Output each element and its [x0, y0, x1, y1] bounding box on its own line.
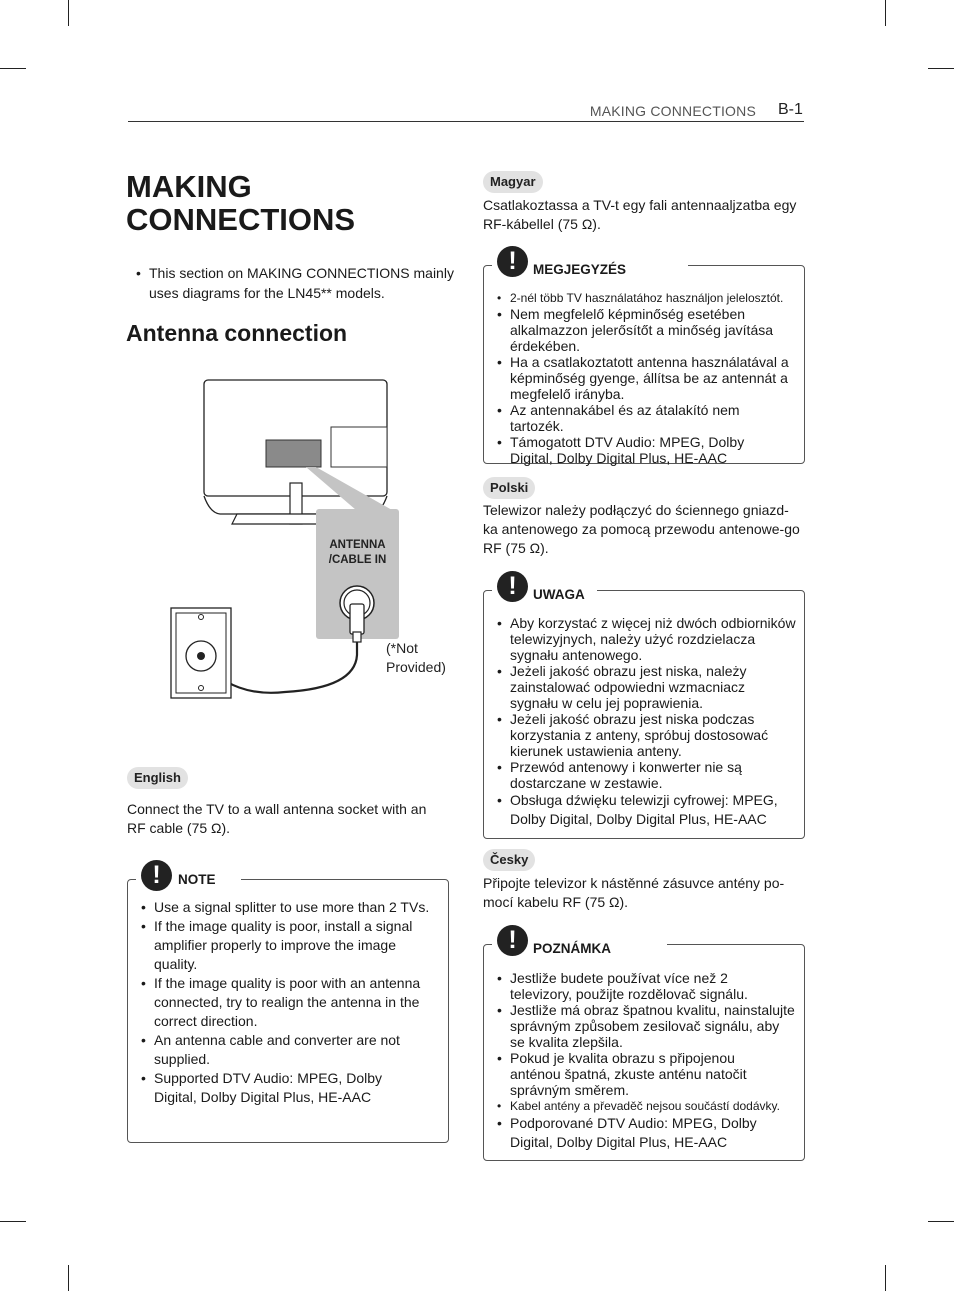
crop-mark: [928, 68, 954, 69]
exclamation-icon: !: [141, 860, 172, 891]
note-item: • Jeżeli jakość obrazu jest niska podczas korzystania z anteny, spróbuj dostosować kierunek ustawienia anteny.: [497, 711, 797, 759]
crop-mark: [885, 1265, 886, 1291]
tv-port-panel: [266, 440, 321, 467]
exclamation-icon: !: [497, 246, 528, 277]
note-label: MEGJEGYZÉS: [533, 262, 627, 277]
section-title: Antenna connection: [126, 320, 348, 346]
wall-socket-pin: [197, 652, 205, 660]
exclamation-icon: !: [497, 571, 528, 602]
crop-mark: [885, 0, 886, 26]
connector-tip: [353, 632, 361, 642]
antenna-connection-diagram: [160, 370, 460, 710]
note-item: • Supported DTV Audio: MPEG, Dolby Digital, Dolby Digital Plus, HE-AAC: [141, 1069, 414, 1107]
wall-plate-screw: [199, 615, 204, 620]
crop-mark: [68, 0, 69, 26]
note-item: • Jestliže má obraz špatnou kvalitu, nainstalujte správným způsobem zesilovač signálu, aby se kvalita zlepšila.: [497, 1002, 797, 1050]
intro-list: [136, 263, 456, 303]
crop-mark: [928, 1221, 954, 1222]
note-label: POZNÁMKA: [533, 941, 611, 956]
note-item: • Nem megfelelő képminőség esetében alkalmazzon jelerősítőt a minőség javítása érdekében.: [497, 306, 797, 354]
note-item: • Aby korzystać z więcej niż dwóch odbiorników telewizyjnych, należy użyć rozdzielacza sygnału antenowego.: [497, 615, 797, 663]
note-item: • Az antennakábel és az átalakító nem tartozék.: [497, 402, 797, 434]
note-item: • Podporované DTV Audio: MPEG, Dolby Digital, Dolby Digital Plus, HE-AAC: [497, 1114, 780, 1152]
note-box-english: [127, 861, 449, 1143]
header-rule: [128, 121, 804, 122]
note-item: • Pokud je kvalita obrazu s připojenou anténou špatná, zkuste anténu natočit správným směrem.: [497, 1050, 770, 1098]
magyar-instruction: Csatlakoztassa a TV-t egy fali antennaaljzatba egy RF-kábellel (75 Ω).: [483, 197, 797, 232]
note-item: • Przewód antenowy i konwerter nie są dostarczane w zestawie.: [497, 759, 797, 791]
polski-instruction: Telewizor należy podłączyć do ściennego gniazd-ka antenowego za pomocą przewodu antenowe-go RF (75 Ω).: [483, 502, 800, 556]
note-item: • Obsługa dźwięku telewizji cyfrowej: MPEG, Dolby Digital, Dolby Digital Plus, HE-AAC: [497, 791, 797, 829]
note-item: • Kabel antény a převaděč nejsou součástí dodávky.: [497, 1098, 797, 1114]
note-item: • Jestliže budete používat více než 2 televizory, použijte rozdělovač signálu.: [497, 970, 755, 1002]
tv-side-panel: [331, 427, 387, 467]
note-list: [497, 290, 797, 466]
exclamation-icon: !: [497, 925, 528, 956]
english-instruction: Connect the TV to a wall antenna socket with an RF cable (75 Ω).: [127, 801, 427, 836]
note-list: [141, 898, 441, 1107]
note-item: • If the image quality is poor, install a signal amplifier properly to improve the image quality.: [141, 917, 441, 974]
note-item: • Use a signal splitter to use more than 2 TVs.: [141, 898, 441, 917]
language-badge-english: English: [127, 767, 188, 789]
language-badge-magyar: Magyar: [483, 171, 543, 193]
not-provided-note: (*Not Provided): [386, 640, 446, 675]
note-list: [497, 970, 797, 1152]
note-item: • Ha a csatlakoztatott antenna használatával a képminőség gyenge, állítsa be az antennát a megfelelő irányba.: [497, 354, 797, 402]
note-item: • Támogatott DTV Audio: MPEG, Dolby Digital, Dolby Digital Plus, HE-AAC: [497, 434, 765, 466]
wall-plate-screw: [199, 686, 204, 691]
note-box-cesky: [483, 926, 805, 1161]
note-label: UWAGA: [533, 587, 585, 602]
running-header: MAKING CONNECTIONS: [589, 103, 756, 119]
connector-body: [350, 604, 364, 634]
note-box-polski: [483, 572, 805, 839]
note-item: • An antenna cable and converter are not supplied.: [141, 1031, 441, 1069]
language-badge-cesky: Česky: [483, 849, 535, 871]
note-box-magyar: [483, 247, 805, 466]
crop-mark: [0, 1221, 26, 1222]
crop-mark: [0, 68, 26, 69]
note-item: • 2-nél több TV használatához használjon jelelosztót.: [497, 290, 797, 306]
note-item: • If the image quality is poor with an antenna connected, try to realign the antenna in the correct direction.: [141, 974, 441, 1031]
page-title: MAKING CONNECTIONS: [126, 169, 356, 237]
note-list: [497, 615, 797, 829]
intro-bullet: • This section on MAKING CONNECTIONS mainly uses diagrams for the LN45** models.: [136, 263, 456, 303]
note-label: NOTE: [178, 872, 216, 887]
language-badge-polski: Polski: [483, 477, 535, 499]
note-item: • Jeżeli jakość obrazu jest niska, należy zainstalować odpowiedni wzmacniacz sygnału w celu jej poprawienia.: [497, 663, 797, 711]
cesky-instruction: Připojte televizor k nástěnné zásuvce antény po-mocí kabelu RF (75 Ω).: [483, 875, 785, 910]
antenna-port-label: ANTENNA /CABLE IN: [328, 539, 387, 566]
page-number: B-1: [778, 101, 803, 118]
crop-mark: [68, 1265, 69, 1291]
